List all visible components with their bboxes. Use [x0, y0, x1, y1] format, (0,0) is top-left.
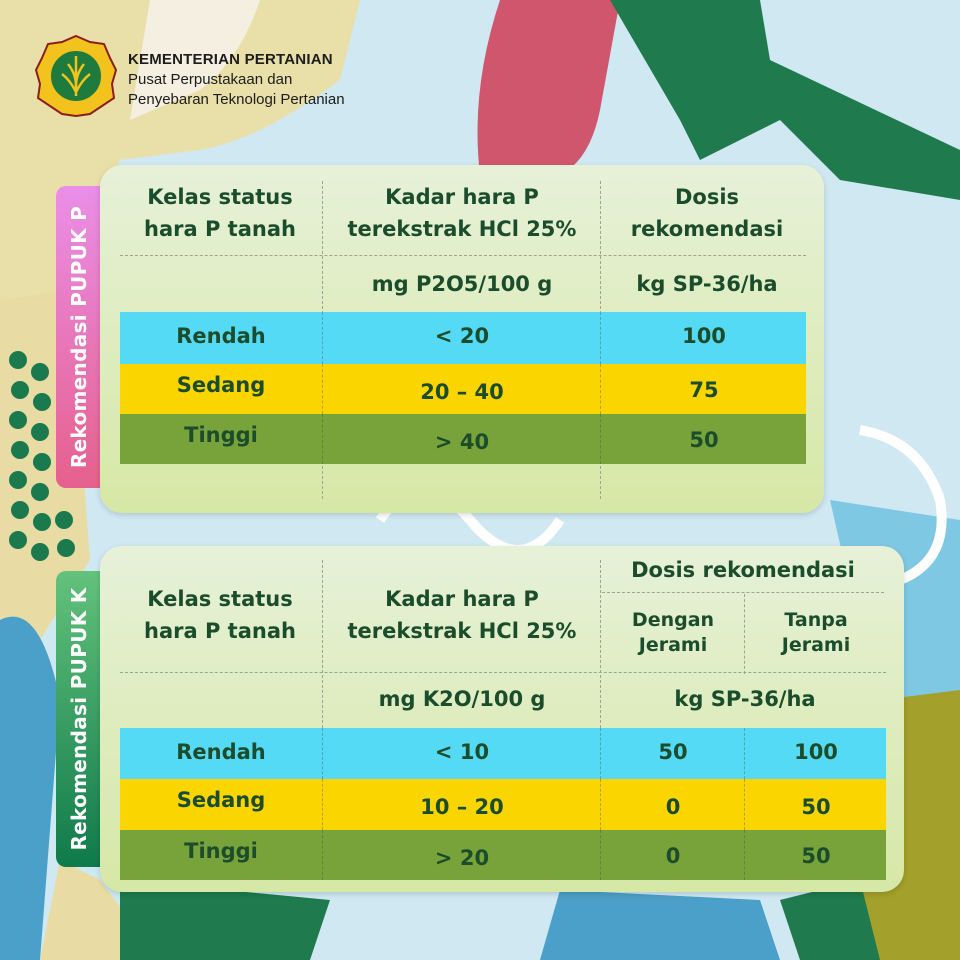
header-dengan-line2: Jerami [638, 634, 708, 656]
cell-kadar: > 40 [434, 430, 490, 454]
cell-kelas: Sedang [176, 788, 266, 812]
table-row [120, 414, 806, 464]
header-dosis [602, 177, 812, 249]
header-kelas-line1: Kelas status [147, 185, 293, 209]
table-row [120, 779, 886, 830]
tab-pupuk-p [56, 186, 102, 488]
cell-kelas: Rendah [176, 740, 266, 764]
header-kelas [120, 177, 320, 249]
tab-pupuk-p-label: Rekomendasi PUPUK P [67, 205, 91, 469]
divider [600, 830, 601, 880]
divider [322, 728, 323, 779]
org-line-1: KEMENTERIAN PERTANIAN [128, 51, 333, 68]
cell-dosis: 50 [689, 428, 719, 452]
header-kadar-line1: Kadar hara P [385, 587, 539, 611]
divider [744, 728, 745, 779]
cell-tanpa: 50 [801, 844, 831, 868]
organization-name [128, 50, 345, 110]
divider [600, 414, 601, 464]
divider [600, 364, 601, 414]
header-kelas [120, 560, 320, 670]
unit-dosis: kg SP-36/ha [636, 272, 778, 296]
divider [120, 672, 886, 673]
divider [600, 312, 601, 364]
divider [322, 830, 323, 880]
divider [600, 779, 601, 830]
header-kadar-line2: terekstrak HCl 25% [347, 217, 577, 241]
header-dosis: Dosis rekomendasi [631, 558, 855, 582]
header-kadar [324, 177, 600, 249]
unit-kadar: mg K2O/100 g [378, 687, 546, 711]
ministry-logo [34, 34, 118, 118]
header-kelas-line1: Kelas status [147, 587, 293, 611]
header-tanpa-line2: Jerami [781, 634, 851, 656]
cell-dosis: 75 [689, 378, 719, 402]
table-pupuk-p [100, 165, 824, 513]
cell-kadar: > 20 [434, 846, 490, 870]
cell-kadar: 10 – 20 [420, 795, 504, 819]
cell-dengan: 0 [665, 844, 681, 868]
header-dosis-line2: rekomendasi [630, 217, 784, 241]
header-dengan-line1: Dengan [631, 609, 715, 631]
table-pupuk-k [100, 546, 904, 892]
cell-tanpa: 100 [794, 740, 838, 764]
header-kelas-line2: hara P tanah [144, 217, 296, 241]
cell-kadar: < 20 [434, 324, 490, 348]
divider [322, 414, 323, 464]
table-row [120, 728, 886, 779]
cell-kelas: Rendah [176, 324, 266, 348]
table-row [120, 312, 806, 364]
table-row [120, 364, 806, 414]
unit-kadar: mg P2O5/100 g [371, 272, 553, 296]
divider [744, 594, 745, 674]
header-kadar-line1: Kadar hara P [385, 185, 539, 209]
cell-kadar: < 10 [434, 740, 490, 764]
divider [744, 830, 745, 880]
org-line-2: Pusat Perpustakaan dan [128, 71, 293, 88]
header-tanpa-line1: Tanpa [784, 609, 848, 631]
cell-dosis: 100 [682, 324, 726, 348]
divider [322, 779, 323, 830]
divider [602, 592, 884, 593]
divider [322, 364, 323, 414]
cell-kelas: Tinggi [184, 423, 258, 447]
cell-tanpa: 50 [801, 795, 831, 819]
divider [322, 312, 323, 364]
divider [120, 255, 806, 256]
org-line-3: Penyebaran Teknologi Pertanian [128, 91, 345, 108]
cell-kadar: 20 – 40 [420, 380, 504, 404]
cell-kelas: Sedang [176, 373, 266, 397]
divider [744, 779, 745, 830]
header-kadar [324, 560, 600, 670]
header-tanpa-jerami [746, 598, 886, 668]
cell-dengan: 50 [658, 740, 688, 764]
divider [600, 728, 601, 779]
header-dengan-jerami [602, 598, 744, 668]
cell-kelas: Tinggi [184, 839, 258, 863]
unit-dosis: kg SP-36/ha [674, 687, 816, 711]
header-kadar-line2: terekstrak HCl 25% [347, 619, 577, 643]
tab-pupuk-k [56, 571, 102, 867]
header-dosis-line1: Dosis [674, 185, 740, 209]
header-kelas-line2: hara P tanah [144, 619, 296, 643]
table-row [120, 830, 886, 880]
tab-pupuk-k-label: Rekomendasi PUPUK K [67, 587, 91, 851]
cell-dengan: 0 [665, 795, 681, 819]
